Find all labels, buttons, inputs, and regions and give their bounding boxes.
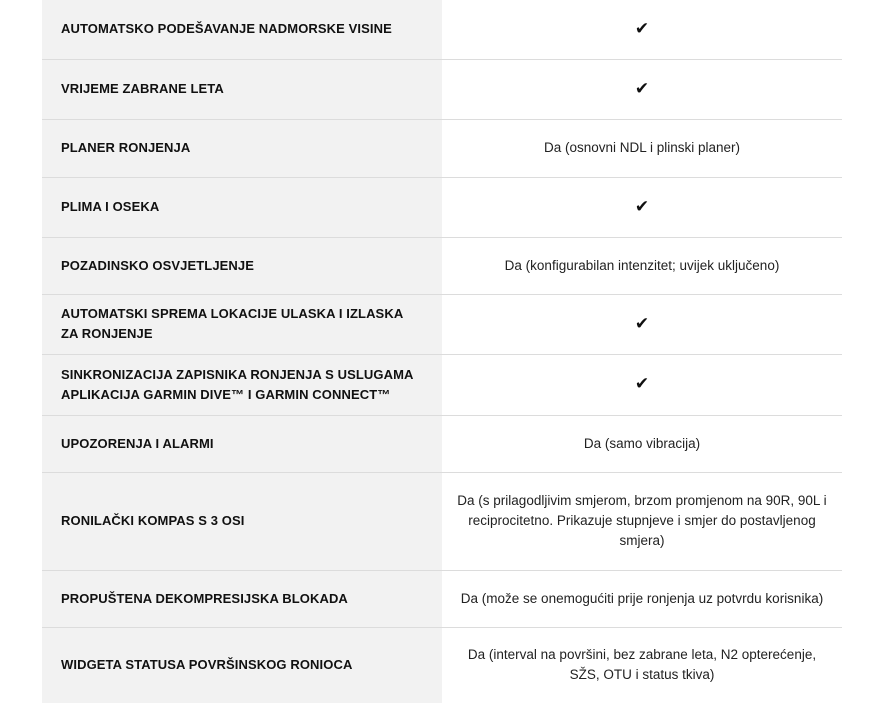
row-value: Da (osnovni NDL i plinski planer)	[442, 119, 842, 177]
table-row	[42, 415, 842, 472]
table-row	[42, 354, 842, 415]
row-value	[442, 294, 842, 354]
row-label: PROPUŠTENA DEKOMPRESIJSKA BLOKADA	[42, 570, 442, 627]
checkmark-icon: ✔	[634, 18, 650, 39]
row-label: SINKRONIZACIJA ZAPISNIKA RONJENJA S USLUGAMA APLIKACIJA GARMIN DIVE™ I GARMIN CONNECT™	[42, 354, 442, 415]
row-value: Da (s prilagodljivim smjerom, brzom promjenom na 90R, 90L i reciprocitetno. Prikazuje stupnjeve i smjer do postavljenog smjera)	[442, 472, 842, 570]
table-row	[42, 177, 842, 237]
checkmark-icon: ✔	[634, 374, 650, 394]
spec-table	[42, 0, 842, 703]
row-value	[442, 0, 842, 59]
table-row	[42, 627, 842, 703]
row-label: VRIJEME ZABRANE LETA	[42, 59, 442, 119]
table-row	[42, 119, 842, 177]
table-row	[42, 570, 842, 627]
row-value	[442, 59, 842, 119]
row-label: UPOZORENJA I ALARMI	[42, 415, 442, 472]
checkmark-icon: ✔	[634, 78, 650, 99]
checkmark-icon: ✔	[634, 196, 650, 217]
row-label: RONILAČKI KOMPAS S 3 OSI	[42, 472, 442, 570]
row-value	[442, 354, 842, 415]
table-row	[42, 59, 842, 119]
table-row	[42, 0, 842, 59]
checkmark-icon: ✔	[634, 313, 650, 334]
table-row	[42, 472, 842, 570]
row-value: Da (može se onemogućiti prije ronjenja uz potvrdu korisnika)	[442, 570, 842, 627]
table-row	[42, 237, 842, 294]
table-row	[42, 294, 842, 354]
row-label: POZADINSKO OSVJETLJENJE	[42, 237, 442, 294]
row-label: AUTOMATSKO PODEŠAVANJE NADMORSKE VISINE	[42, 0, 442, 59]
row-label: AUTOMATSKI SPREMA LOKACIJE ULASKA I IZLASKA ZA RONJENJE	[42, 294, 442, 354]
row-value	[442, 177, 842, 237]
row-value: Da (samo vibracija)	[442, 415, 842, 472]
row-label: PLANER RONJENJA	[42, 119, 442, 177]
row-value: Da (konfigurabilan intenzitet; uvijek uključeno)	[442, 237, 842, 294]
row-label: PLIMA I OSEKA	[42, 177, 442, 237]
row-value: Da (interval na površini, bez zabrane leta, N2 opterećenje, SŽS, OTU i status tkiva)	[442, 627, 842, 703]
row-label: WIDGETA STATUSA POVRŠINSKOG RONIOCA	[42, 627, 442, 703]
